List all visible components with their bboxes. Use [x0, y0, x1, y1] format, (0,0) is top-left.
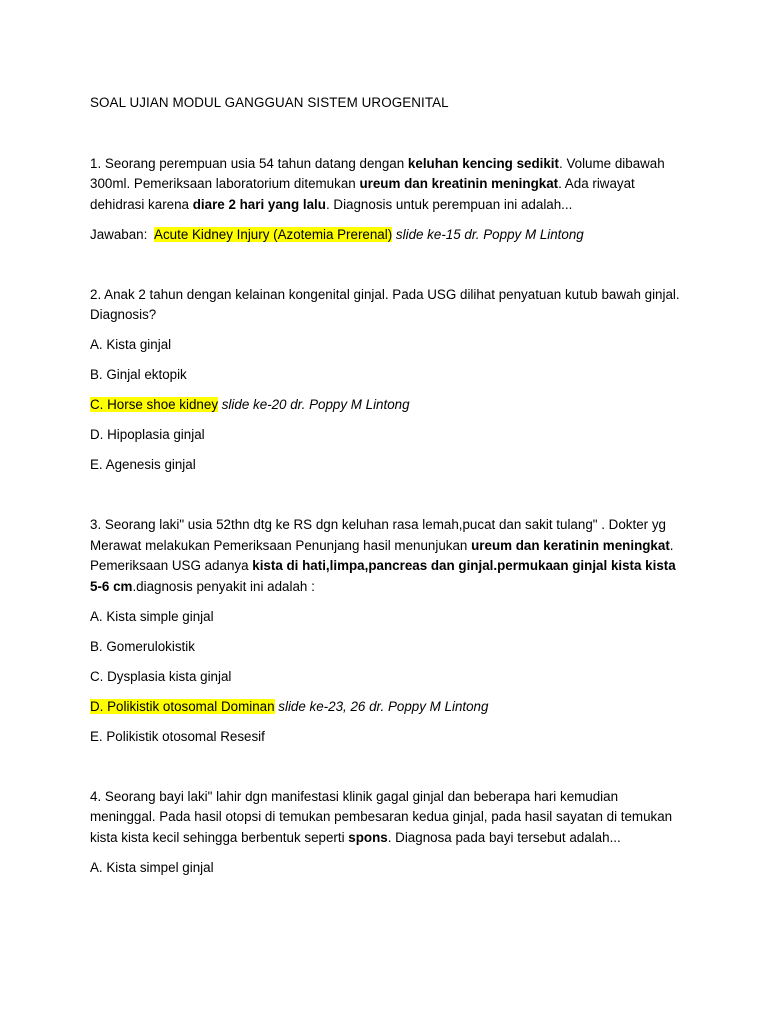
text-run: . Diagnosa pada bayi tersebut adalah...	[387, 829, 621, 845]
document-title: SOAL UJIAN MODUL GANGGUAN SISTEM UROGENITAL	[90, 95, 449, 110]
answer-prefix: Jawaban:	[90, 226, 155, 242]
option-b: B. Ginjal ektopik	[90, 367, 187, 382]
option-c	[90, 395, 680, 416]
reference-name: Poppy M Lintong	[387, 698, 489, 714]
text-run: 4. Seorang bayi laki" lahir dgn manifestasi klinik gagal ginjal dan beberapa hari kemudian meninggal. Pada hasil otopsi di temukan pembesaran kedua ginjal, pada hasil sayatan di temukan kista kista kecil sehingga berbentuk seperti	[90, 788, 673, 845]
spacer	[90, 485, 680, 515]
slide-reference: slide ke-15 dr.	[392, 226, 484, 242]
option-a: A. Kista ginjal	[90, 337, 172, 352]
question-1-answer	[90, 225, 680, 246]
text-run: . Diagnosis untuk perempuan ini adalah...	[325, 196, 573, 212]
option-d: D. Hipoplasia ginjal	[90, 427, 205, 442]
text-run: 1. Seorang perempuan usia 54 tahun datang dengan	[90, 155, 408, 171]
option-e: E. Agenesis ginjal	[90, 457, 196, 472]
bold-run: ureum dan keratinin meningkat	[471, 537, 670, 553]
question-1	[90, 154, 680, 246]
bold-run: ureum dan kreatinin meningkat	[359, 176, 559, 191]
question-1-stem	[90, 154, 680, 216]
option-e: E. Polikistik otosomal Resesif	[90, 728, 265, 744]
question-4-stem	[90, 787, 680, 849]
question-2	[90, 285, 680, 476]
document-content	[90, 93, 680, 888]
answer-highlight: D. Polikistik otosomal Dominan	[90, 698, 275, 714]
option-d	[90, 697, 680, 718]
text-run: . Pemeriksaan USG adanya	[90, 537, 674, 573]
option-c: C. Dysplasia kista ginjal	[90, 668, 232, 684]
text-run: . Volume dibawah 300ml. Pemeriksaan laboratorium ditemukan	[90, 155, 665, 191]
question-3-stem	[90, 515, 680, 597]
reference-name: Poppy M Lintong	[483, 226, 584, 242]
text-run: 3. Seorang laki" usia 52thn dtg ke RS dgn keluhan rasa lemah,pucat dan sakit tulang" . Dokter yg Merawat melakukan Pemeriksaan Penunjang hasil menunjukan	[90, 517, 666, 553]
option-a: A. Kista simpel ginjal	[90, 859, 214, 875]
question-3	[90, 515, 680, 747]
option-b: B. Gomerulokistik	[90, 638, 195, 654]
answer-highlight: C. Horse shoe kidney	[90, 397, 219, 412]
question-2-stem: 2. Anak 2 tahun dengan kelainan kongenital ginjal. Pada USG dilihat penyatuan kutub bawah ginjal. Diagnosis?	[90, 286, 680, 322]
slide-reference: slide ke-20 dr.	[218, 397, 310, 412]
slide-reference: slide ke-23, 26 dr.	[274, 698, 388, 714]
bold-run: keluhan kencing sedikit	[407, 155, 559, 171]
option-a: A. Kista simple ginjal	[90, 608, 214, 624]
bold-run: diare 2 hari yang lalu	[192, 196, 326, 212]
question-4	[90, 787, 680, 879]
answer-highlight: Acute Kidney Injury (Azotemia Prerenal)	[154, 226, 393, 242]
text-run: .diagnosis penyakit ini adalah :	[132, 578, 315, 594]
bold-run: spons	[348, 829, 388, 845]
spacer	[90, 255, 680, 285]
reference-name: Poppy M Lintong	[309, 397, 410, 412]
bold-run: kista di hati,limpa,pancreas dan ginjal.permukaan ginjal kista kista 5-6 cm	[90, 558, 676, 594]
spacer	[90, 757, 680, 787]
text-run: . Ada riwayat dehidrasi karena	[90, 176, 635, 212]
